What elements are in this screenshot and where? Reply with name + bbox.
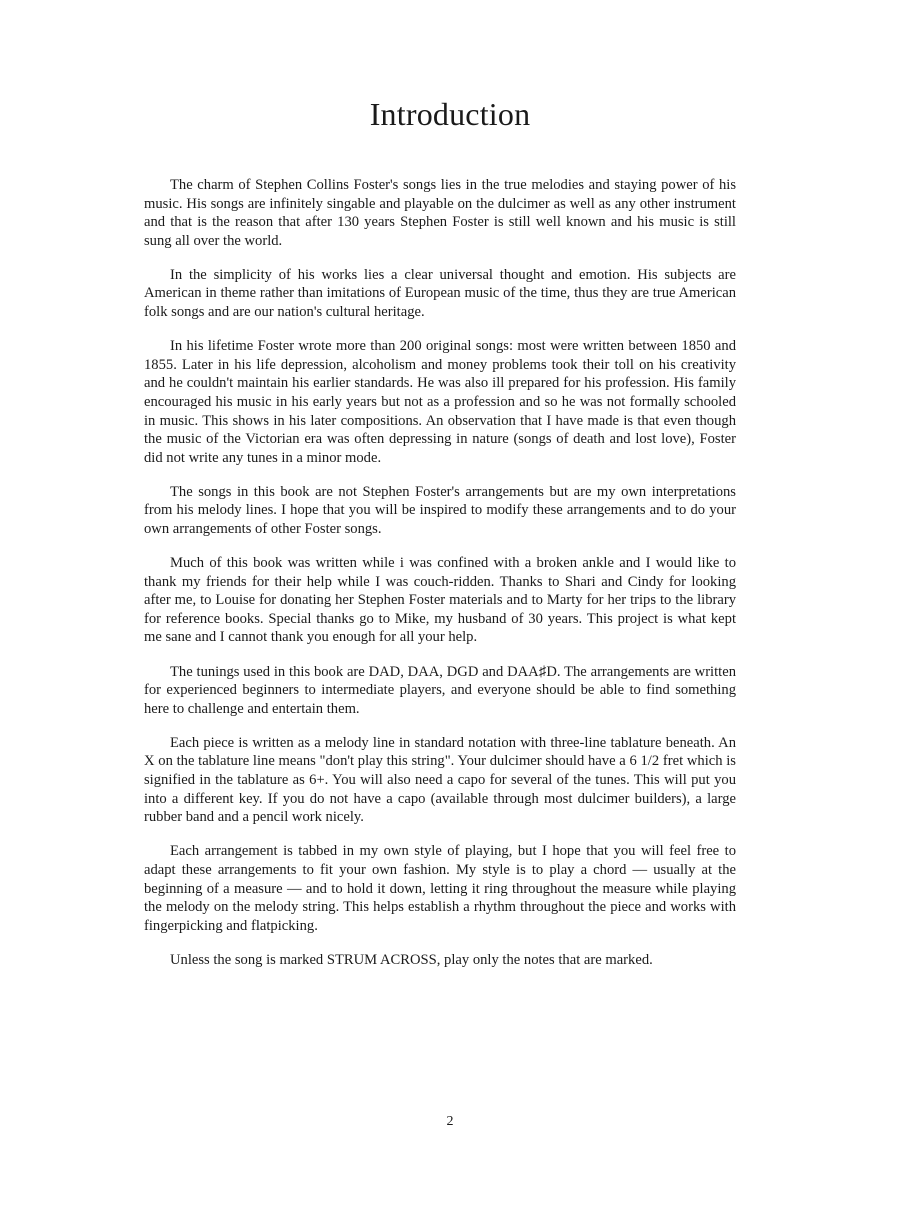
paragraph: Unless the song is marked STRUM ACROSS, play only the notes that are marked.	[170, 951, 653, 968]
page-number: 2	[446, 1114, 454, 1129]
paragraph: The tunings used in this book are DAD, DAA, DGD and DAA♯D. The arrangements are written for experienced beginners to intermediate players, and everyone should be able to find something here to challenge and entertain them.	[144, 663, 736, 717]
introduction-body	[144, 176, 736, 985]
paragraph: Each arrangement is tabbed in my own style of playing, but I hope that you will feel free to adapt these arrangements to fit your own fashion. My style is to play a chord — usually at the beginning of a measure — and to hold it down, letting it ring throughout the measure while playing the melody on the melody string. This helps establish a rhythm throughout the piece and works with fingerpicking and flatpicking.	[144, 843, 736, 934]
paragraph: The songs in this book are not Stephen Foster's arrangements but are my own interpretations from his melody lines. I hope that you will be inspired to modify these arrangements and to do your own arrangements of other Foster songs.	[144, 483, 736, 537]
paragraph: Each piece is written as a melody line in standard notation with three-line tablature beneath. An X on the tablature line means "don't play this string". Your dulcimer should have a 6 1/2 fret which is signified in the tablature as 6+. You will also need a capo for several of the tunes. This will put you into a different key. If you do not have a capo (available through most dulcimer builders), a large rubber band and a pencil work nicely.	[144, 734, 736, 826]
paragraph: In his lifetime Foster wrote more than 200 original songs: most were written between 1850 and 1855. Later in his life depression, alcoholism and money problems took their toll on his creativity and he couldn't maintain his earlier standards. He was also ill prepared for his profession. His family encouraged his music in his early years but not as a profession and so he was not formally schooled in music. This shows in his later compositions. An observation that I have made is that even though the music of the Victorian era was often depressing in nature (songs of death and lost love), Foster did not write any tunes in a minor mode.	[144, 338, 736, 466]
paragraph: In the simplicity of his works lies a clear universal thought and emotion. His subjects are American in theme rather than imitations of European music of the time, thus they are true American folk songs and are our nation's cultural heritage.	[144, 266, 736, 321]
page-title: Introduction	[369, 96, 531, 132]
paragraph: Much of this book was written while i was confined with a broken ankle and I would like to thank my friends for their help while I was couch-ridden. Thanks to Shari and Cindy for looking after me, to Louise for donating her Stephen Foster materials and to Marty for her trips to the library for reference books. Special thanks go to Mike, my husband of 30 years. This project is what kept me sane and I cannot thank you enough for all your help.	[144, 555, 736, 646]
paragraph: The charm of Stephen Collins Foster's songs lies in the true melodies and staying power of his music. His songs are infinitely singable and playable on the dulcimer as well as any other instrument and that is the reason that after 130 years Stephen Foster is still well known and his music is still sung all over the world.	[144, 177, 736, 249]
